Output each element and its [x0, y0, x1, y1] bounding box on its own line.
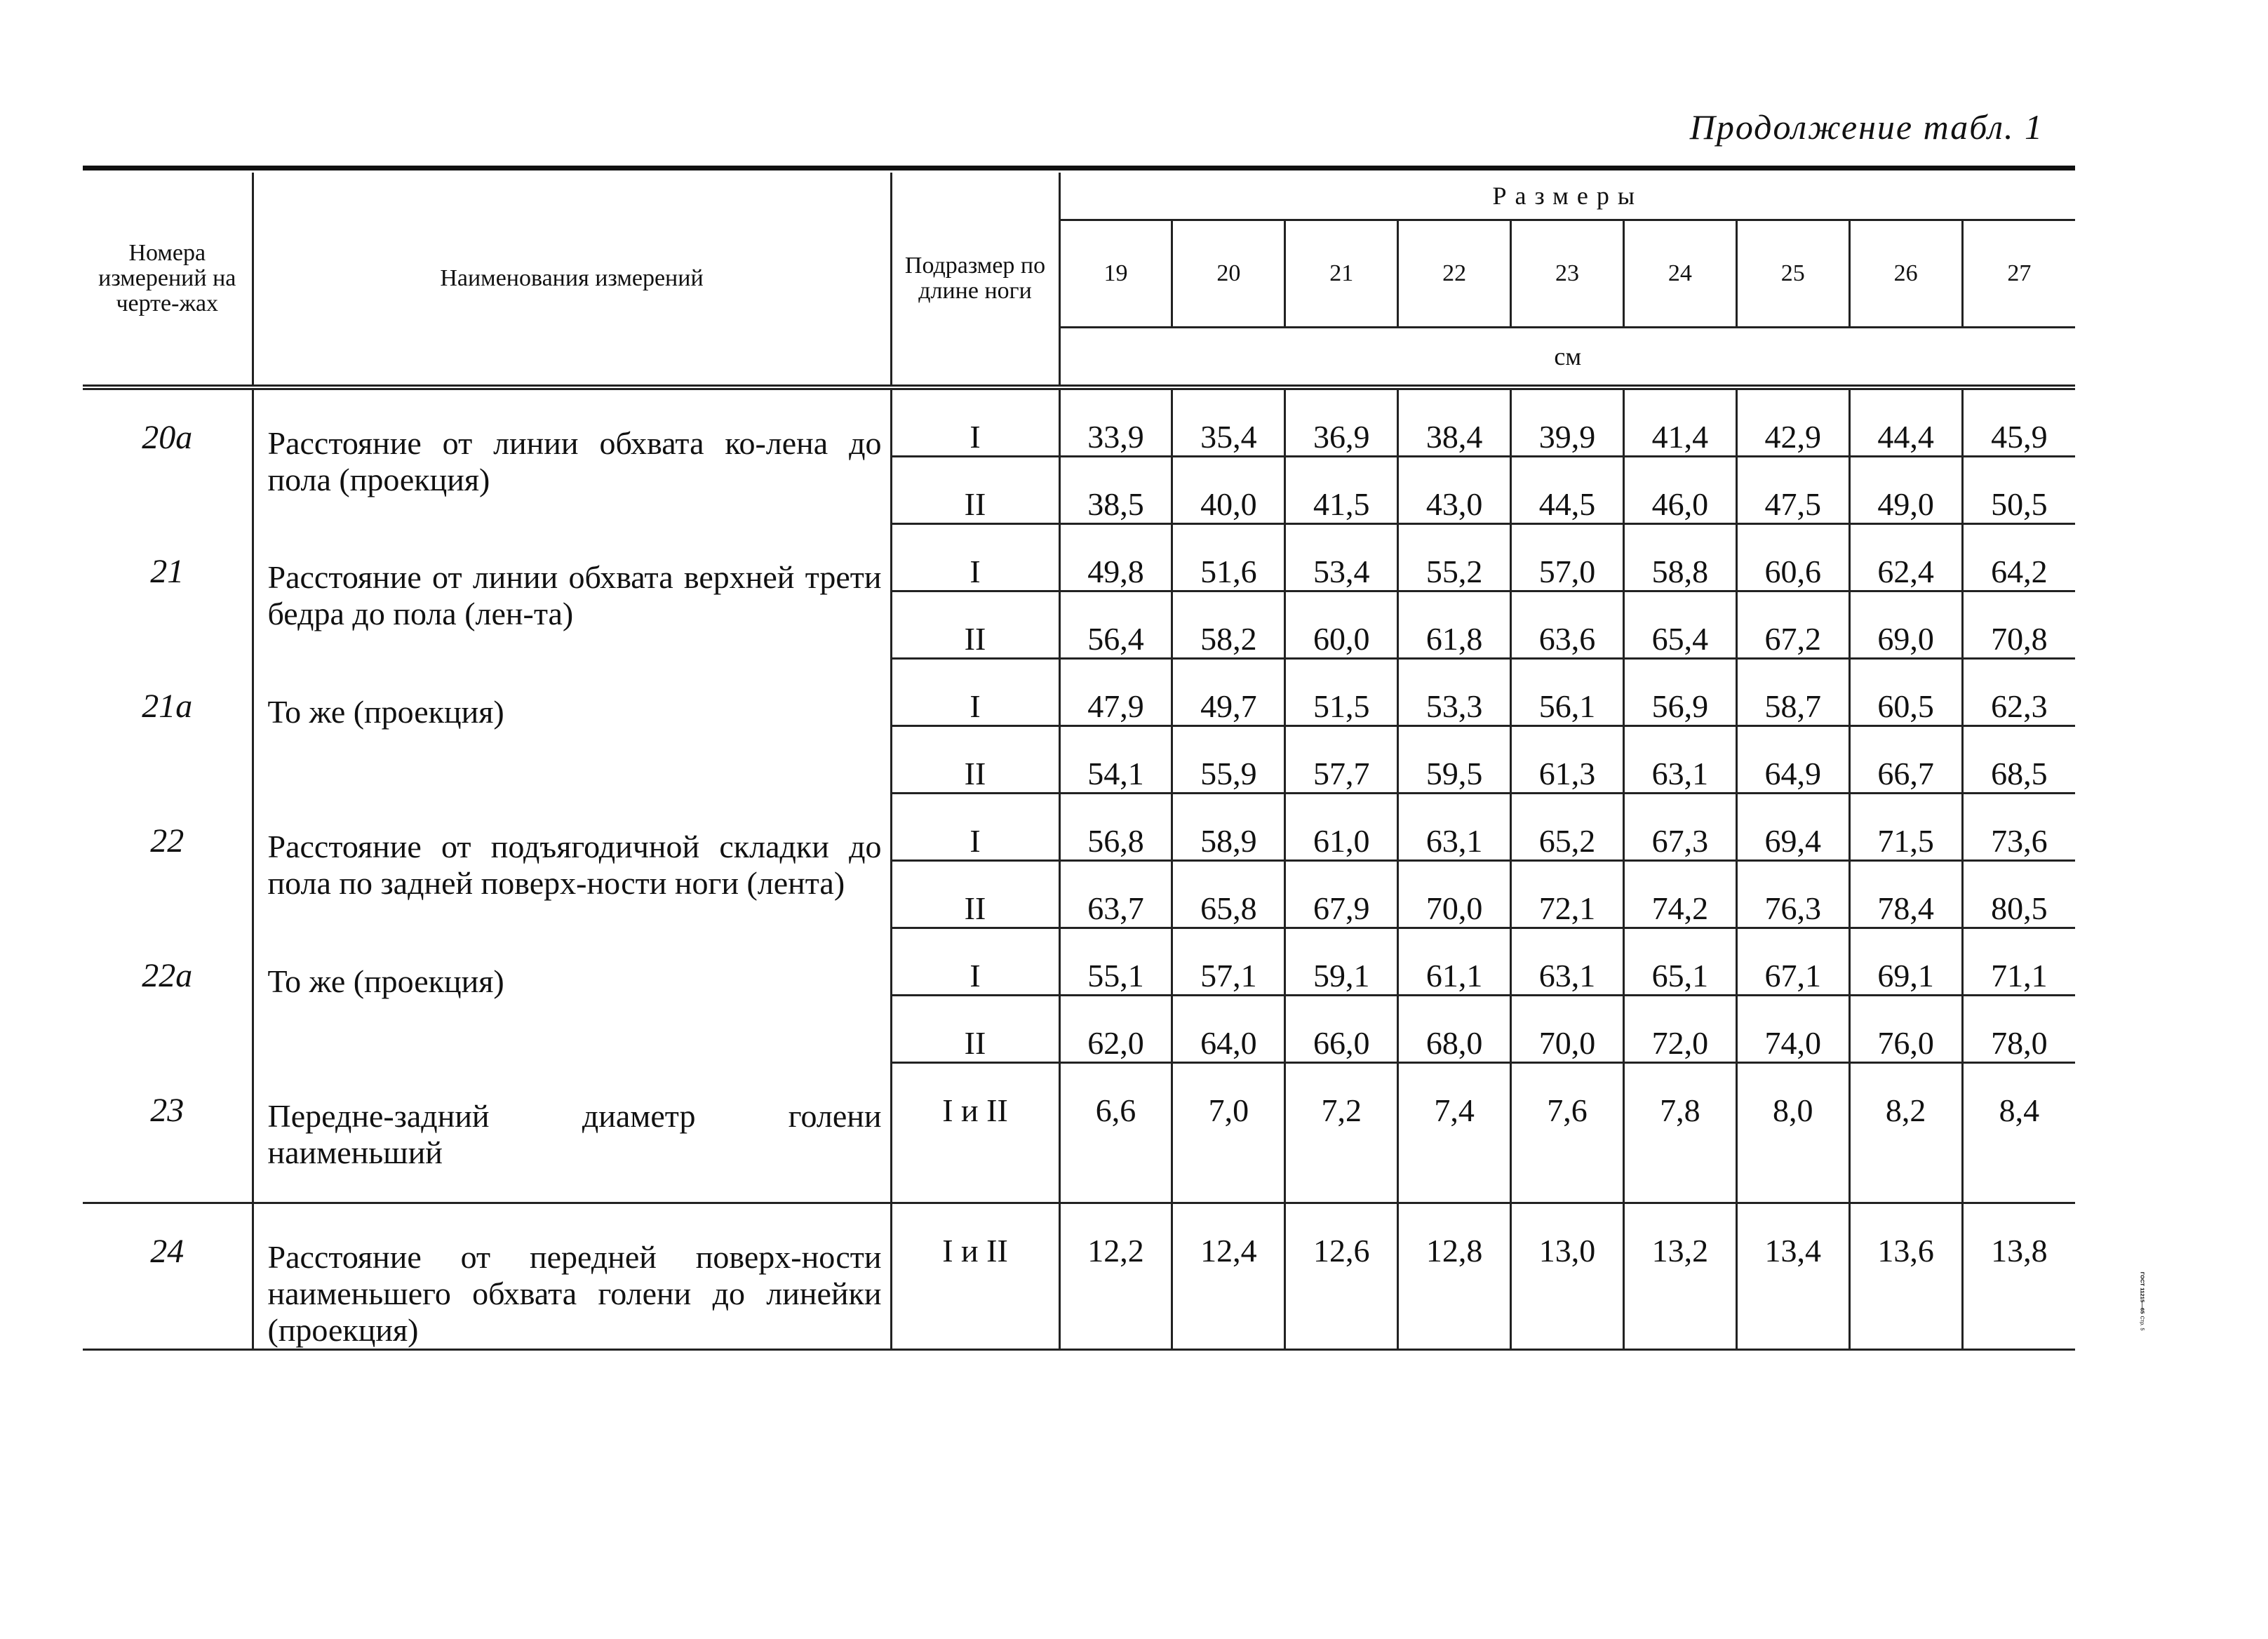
cell-size-27: 64,2: [1962, 524, 2075, 591]
side-label-page: Стр. 5: [2139, 1316, 2146, 1331]
header-number: Номера измерений на черте-жах: [83, 173, 253, 387]
row-number: 20а: [83, 387, 253, 524]
cell-size-23: 63,1: [1511, 928, 1624, 996]
cell-size-26: 44,4: [1849, 387, 1962, 457]
cell-size-23: 65,2: [1511, 794, 1624, 861]
cell-size-20: 7,0: [1172, 1063, 1285, 1203]
header-size-21: 21: [1285, 220, 1398, 328]
cell-size-19: 55,1: [1059, 928, 1172, 996]
cell-size-26: 66,7: [1849, 726, 1962, 794]
cell-size-19: 38,5: [1059, 457, 1172, 524]
row-number: 23: [83, 1063, 253, 1203]
header-size-26: 26: [1849, 220, 1962, 328]
row-name: То же (проекция): [253, 659, 891, 794]
cell-size-20: 55,9: [1172, 726, 1285, 794]
cell-size-27: 71,1: [1962, 928, 2075, 996]
cell-size-23: 61,3: [1511, 726, 1624, 794]
table-row: [83, 928, 2075, 996]
cell-size-27: 50,5: [1962, 457, 2075, 524]
cell-size-26: 78,4: [1849, 861, 1962, 928]
row-number: 24: [83, 1203, 253, 1350]
cell-size-23: 39,9: [1511, 387, 1624, 457]
row-subsize: II: [891, 996, 1059, 1063]
cell-size-21: 12,6: [1285, 1203, 1398, 1350]
cell-size-22: 7,4: [1398, 1063, 1511, 1203]
cell-size-23: 63,6: [1511, 591, 1624, 659]
cell-size-22: 59,5: [1398, 726, 1511, 794]
cell-size-24: 74,2: [1623, 861, 1736, 928]
cell-size-24: 65,4: [1623, 591, 1736, 659]
table-row: [83, 1063, 2075, 1203]
cell-size-21: 7,2: [1285, 1063, 1398, 1203]
cell-size-23: 13,0: [1511, 1203, 1624, 1350]
cell-size-27: 73,6: [1962, 794, 2075, 861]
row-number: 22а: [83, 928, 253, 1063]
cell-size-20: 49,7: [1172, 659, 1285, 726]
table-row: [83, 794, 2075, 861]
cell-size-20: 35,4: [1172, 387, 1285, 457]
row-subsize: I: [891, 794, 1059, 861]
row-name: Расстояние от линии обхвата ко-лена до пола (проекция): [253, 387, 891, 524]
cell-size-20: 40,0: [1172, 457, 1285, 524]
cell-size-19: 6,6: [1059, 1063, 1172, 1203]
cell-size-24: 65,1: [1623, 928, 1736, 996]
cell-size-24: 63,1: [1623, 726, 1736, 794]
cell-size-19: 54,1: [1059, 726, 1172, 794]
cell-size-20: 64,0: [1172, 996, 1285, 1063]
cell-size-27: 8,4: [1962, 1063, 2075, 1203]
cell-size-24: 41,4: [1623, 387, 1736, 457]
row-name: Передне-задний диаметр голени наименьший: [253, 1063, 891, 1203]
row-subsize: II: [891, 861, 1059, 928]
row-subsize: I: [891, 659, 1059, 726]
header-size-22: 22: [1398, 220, 1511, 328]
cell-size-24: 67,3: [1623, 794, 1736, 861]
cell-size-24: 72,0: [1623, 996, 1736, 1063]
cell-size-20: 57,1: [1172, 928, 1285, 996]
cell-size-20: 51,6: [1172, 524, 1285, 591]
cell-size-22: 63,1: [1398, 794, 1511, 861]
cell-size-25: 13,4: [1736, 1203, 1849, 1350]
cell-size-24: 46,0: [1623, 457, 1736, 524]
cell-size-22: 38,4: [1398, 387, 1511, 457]
side-label: [2133, 1081, 2196, 1473]
cell-size-26: 8,2: [1849, 1063, 1962, 1203]
cell-size-25: 67,1: [1736, 928, 1849, 996]
row-name: Расстояние от передней поверх-ности наименьшего обхвата голени до линейки (проекция): [253, 1203, 891, 1350]
cell-size-21: 59,1: [1285, 928, 1398, 996]
top-rule: [83, 166, 2075, 170]
table-row: [83, 387, 2075, 457]
cell-size-22: 12,8: [1398, 1203, 1511, 1350]
header-size-23: 23: [1511, 220, 1624, 328]
row-name: Расстояние от линии обхвата верхней трети бедра до пола (лен-та): [253, 524, 891, 659]
cell-size-26: 62,4: [1849, 524, 1962, 591]
row-subsize: I и II: [891, 1063, 1059, 1203]
cell-size-26: 13,6: [1849, 1203, 1962, 1350]
cell-size-24: 13,2: [1623, 1203, 1736, 1350]
row-subsize: II: [891, 457, 1059, 524]
cell-size-21: 61,0: [1285, 794, 1398, 861]
cell-size-25: 69,4: [1736, 794, 1849, 861]
cell-size-23: 56,1: [1511, 659, 1624, 726]
row-subsize: I: [891, 928, 1059, 996]
cell-size-19: 63,7: [1059, 861, 1172, 928]
cell-size-22: 61,8: [1398, 591, 1511, 659]
cell-size-21: 66,0: [1285, 996, 1398, 1063]
cell-size-19: 56,8: [1059, 794, 1172, 861]
cell-size-25: 42,9: [1736, 387, 1849, 457]
cell-size-20: 12,4: [1172, 1203, 1285, 1350]
row-subsize: II: [891, 591, 1059, 659]
cell-size-25: 74,0: [1736, 996, 1849, 1063]
cell-size-27: 70,8: [1962, 591, 2075, 659]
table-row: [83, 659, 2075, 726]
cell-size-24: 56,9: [1623, 659, 1736, 726]
side-label-standard: ГОСТ 11215—65: [2139, 1271, 2146, 1314]
header-size-20: 20: [1172, 220, 1285, 328]
cell-size-22: 55,2: [1398, 524, 1511, 591]
cell-size-19: 62,0: [1059, 996, 1172, 1063]
cell-size-19: 12,2: [1059, 1203, 1172, 1350]
cell-size-19: 47,9: [1059, 659, 1172, 726]
cell-size-19: 56,4: [1059, 591, 1172, 659]
cell-size-27: 45,9: [1962, 387, 2075, 457]
cell-size-26: 49,0: [1849, 457, 1962, 524]
cell-size-27: 13,8: [1962, 1203, 2075, 1350]
cell-size-19: 33,9: [1059, 387, 1172, 457]
cell-size-25: 8,0: [1736, 1063, 1849, 1203]
cell-size-22: 43,0: [1398, 457, 1511, 524]
row-number: 22: [83, 794, 253, 928]
table-row: [83, 1203, 2075, 1350]
cell-size-23: 7,6: [1511, 1063, 1624, 1203]
cell-size-27: 78,0: [1962, 996, 2075, 1063]
cell-size-25: 60,6: [1736, 524, 1849, 591]
cell-size-21: 41,5: [1285, 457, 1398, 524]
cell-size-23: 57,0: [1511, 524, 1624, 591]
cell-size-24: 7,8: [1623, 1063, 1736, 1203]
cell-size-25: 47,5: [1736, 457, 1849, 524]
cell-size-26: 69,1: [1849, 928, 1962, 996]
cell-size-23: 72,1: [1511, 861, 1624, 928]
measurements-table: [83, 173, 2075, 1351]
cell-size-22: 68,0: [1398, 996, 1511, 1063]
header-size-19: 19: [1059, 220, 1172, 328]
table-caption: Продолжение табл. 1: [1689, 107, 2044, 147]
row-name: То же (проекция): [253, 928, 891, 1063]
cell-size-23: 44,5: [1511, 457, 1624, 524]
cell-size-20: 58,2: [1172, 591, 1285, 659]
header-subsize: Подразмер по длине ноги: [891, 173, 1059, 387]
cell-size-25: 67,2: [1736, 591, 1849, 659]
cell-size-20: 58,9: [1172, 794, 1285, 861]
cell-size-22: 53,3: [1398, 659, 1511, 726]
cell-size-21: 60,0: [1285, 591, 1398, 659]
cell-size-25: 64,9: [1736, 726, 1849, 794]
cell-size-19: 49,8: [1059, 524, 1172, 591]
cell-size-27: 68,5: [1962, 726, 2075, 794]
cell-size-23: 70,0: [1511, 996, 1624, 1063]
row-subsize: I: [891, 524, 1059, 591]
cell-size-21: 53,4: [1285, 524, 1398, 591]
cell-size-21: 51,5: [1285, 659, 1398, 726]
table-body: [83, 387, 2075, 1350]
cell-size-22: 70,0: [1398, 861, 1511, 928]
row-number: 21а: [83, 659, 253, 794]
cell-size-20: 65,8: [1172, 861, 1285, 928]
cell-size-24: 58,8: [1623, 524, 1736, 591]
row-number: 21: [83, 524, 253, 659]
cell-size-22: 61,1: [1398, 928, 1511, 996]
cell-size-26: 71,5: [1849, 794, 1962, 861]
row-name: Расстояние от подъягодичной складки до пола по задней поверх-ности ноги (лента): [253, 794, 891, 928]
cell-size-21: 67,9: [1285, 861, 1398, 928]
row-subsize: I и II: [891, 1203, 1059, 1350]
header-size-27: 27: [1962, 220, 2075, 328]
table-row: [83, 524, 2075, 591]
cell-size-21: 57,7: [1285, 726, 1398, 794]
cell-size-26: 76,0: [1849, 996, 1962, 1063]
cell-size-26: 60,5: [1849, 659, 1962, 726]
header-size-24: 24: [1623, 220, 1736, 328]
header-size-25: 25: [1736, 220, 1849, 328]
cell-size-25: 58,7: [1736, 659, 1849, 726]
row-subsize: I: [891, 387, 1059, 457]
cell-size-27: 62,3: [1962, 659, 2075, 726]
header-name: Наименования измерений: [253, 173, 891, 387]
row-subsize: II: [891, 726, 1059, 794]
cell-size-26: 69,0: [1849, 591, 1962, 659]
header-unit: см: [1059, 328, 2075, 388]
cell-size-25: 76,3: [1736, 861, 1849, 928]
cell-size-21: 36,9: [1285, 387, 1398, 457]
cell-size-27: 80,5: [1962, 861, 2075, 928]
header-sizes: Размеры: [1059, 173, 2075, 220]
